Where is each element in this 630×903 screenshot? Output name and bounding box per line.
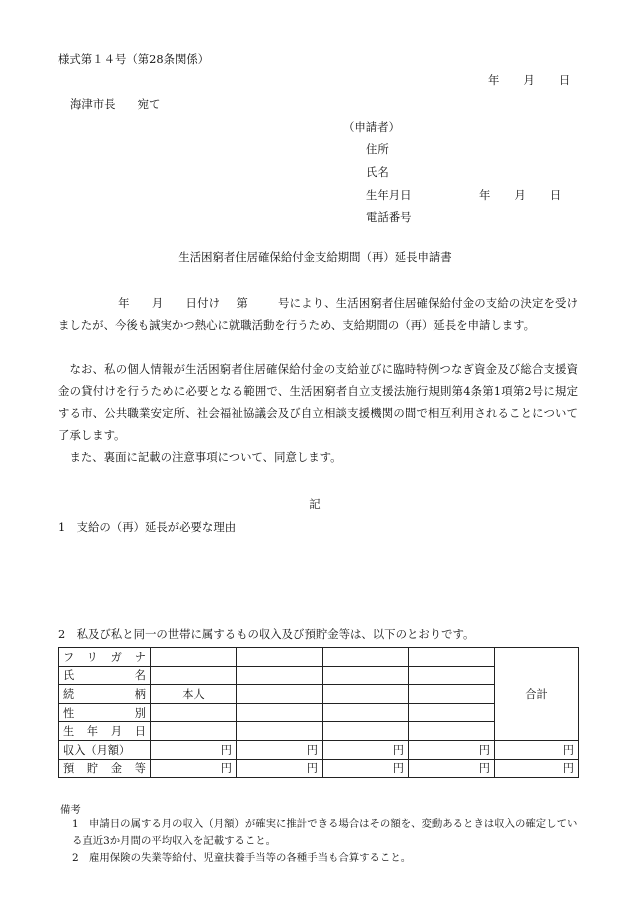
note-item-1: 1 申請日の属する月の収入（月額）が確実に推計できる場合はその額を、変動あるときは収入の確定している直近3か月間の平均収入を記載すること。 <box>72 818 578 847</box>
addressee <box>70 96 160 112</box>
yen-unit: 円 <box>237 740 323 759</box>
household-table <box>58 647 579 778</box>
address-label: 住所 <box>366 142 389 156</box>
input-cell[interactable] <box>409 722 495 741</box>
notes-heading: 備考 <box>60 804 81 816</box>
ki-marker: 記 <box>309 497 321 511</box>
date-line <box>488 72 570 88</box>
input-cell[interactable] <box>409 648 495 667</box>
table-row <box>59 759 579 778</box>
row-label-sex: 性別 <box>59 703 151 722</box>
yen-unit: 円 <box>151 740 237 759</box>
body-paragraph-1 <box>58 292 578 336</box>
input-cell[interactable] <box>323 666 409 685</box>
birth-month: 月 <box>514 188 526 202</box>
yen-unit: 円 <box>495 759 579 778</box>
input-cell[interactable] <box>237 722 323 741</box>
yen-unit: 円 <box>237 759 323 778</box>
yen-unit: 円 <box>151 759 237 778</box>
row-label-income: 収入（月額） <box>59 740 151 759</box>
yen-unit: 円 <box>323 759 409 778</box>
p1-day: 日付け <box>185 296 221 310</box>
p1-dai: 第 <box>236 296 248 310</box>
row-label-name: 氏名 <box>59 666 151 685</box>
table-row <box>59 648 579 667</box>
input-cell[interactable] <box>151 648 237 667</box>
input-cell[interactable] <box>237 648 323 667</box>
input-cell[interactable] <box>323 722 409 741</box>
note-item-2: 2 雇用保険の失業等給付、児童扶養手当等の各種手当も合算すること。 <box>72 852 412 864</box>
birth-day: 日 <box>549 188 562 202</box>
row-label-relation: 続柄 <box>59 685 151 704</box>
total-header: 合計 <box>495 648 579 741</box>
row-label-birthdate: 生年月日 <box>59 722 151 741</box>
table-row <box>59 740 579 759</box>
input-cell[interactable] <box>409 703 495 722</box>
addressee-suffix: 宛て <box>137 97 161 111</box>
input-cell[interactable] <box>151 666 237 685</box>
birthdate-label: 生年月日 <box>366 188 412 202</box>
p1-rest: 号により、生活困窮者住居確保給付金の支給の決定を受けましたが、今後も誠実かつ熱心に就職活動を行うため、支給期間の（再）延長を申請します。 <box>58 296 578 332</box>
input-cell[interactable] <box>237 685 323 704</box>
row-label-furigana: フリガナ <box>59 648 151 667</box>
input-cell[interactable] <box>151 722 237 741</box>
name-label: 氏名 <box>366 165 389 179</box>
input-cell[interactable] <box>409 685 495 704</box>
yen-unit: 円 <box>409 759 495 778</box>
input-cell[interactable] <box>323 703 409 722</box>
phone-label: 電話番号 <box>366 210 412 224</box>
input-cell[interactable] <box>237 703 323 722</box>
row-label-savings: 預貯金等 <box>59 759 151 778</box>
date-month: 月 <box>523 73 535 87</box>
document-title: 生活困窮者住居確保給付金支給期間（再）延長申請書 <box>178 250 452 264</box>
date-year: 年 <box>488 73 500 87</box>
p1-month: 月 <box>151 296 164 310</box>
input-cell[interactable] <box>323 685 409 704</box>
addressee-name: 海津市長 <box>70 97 116 111</box>
body-paragraph-3: また、裏面に記載の注意事項について、同意します。 <box>69 450 342 464</box>
birthdate-fields <box>479 187 561 203</box>
yen-unit: 円 <box>323 740 409 759</box>
input-cell[interactable] <box>237 666 323 685</box>
form-number: 様式第１４号（第28条関係） <box>58 52 210 66</box>
input-cell[interactable] <box>323 648 409 667</box>
applicant-heading: （申請者） <box>343 120 400 134</box>
body-paragraph-2: なお、私の個人情報が生活困窮者住居確保給付金の支給並びに臨時特例つなぎ資金及び総合支援資金の貸付けを行うために必要となる範囲で、生活困窮者自立支援法施行規則第4条第1項第2号に規定する市、公共職業安定所、社会福祉協議会及び自立相談支援機関の間で相互利用されることについて了承します。 <box>58 362 578 442</box>
relation-self: 本人 <box>151 685 237 704</box>
yen-unit: 円 <box>409 740 495 759</box>
input-cell[interactable] <box>151 703 237 722</box>
birth-year: 年 <box>479 188 491 202</box>
p1-year: 年 <box>118 296 130 310</box>
input-cell[interactable] <box>409 666 495 685</box>
date-day: 日 <box>558 73 571 87</box>
yen-unit: 円 <box>495 740 579 759</box>
section-1-heading: 1 支給の（再）延長が必要な理由 <box>58 520 237 534</box>
section-2-heading: 2 私及び私と同一の世帯に属するもの収入及び預貯金等は、以下のとおりです。 <box>58 627 475 641</box>
